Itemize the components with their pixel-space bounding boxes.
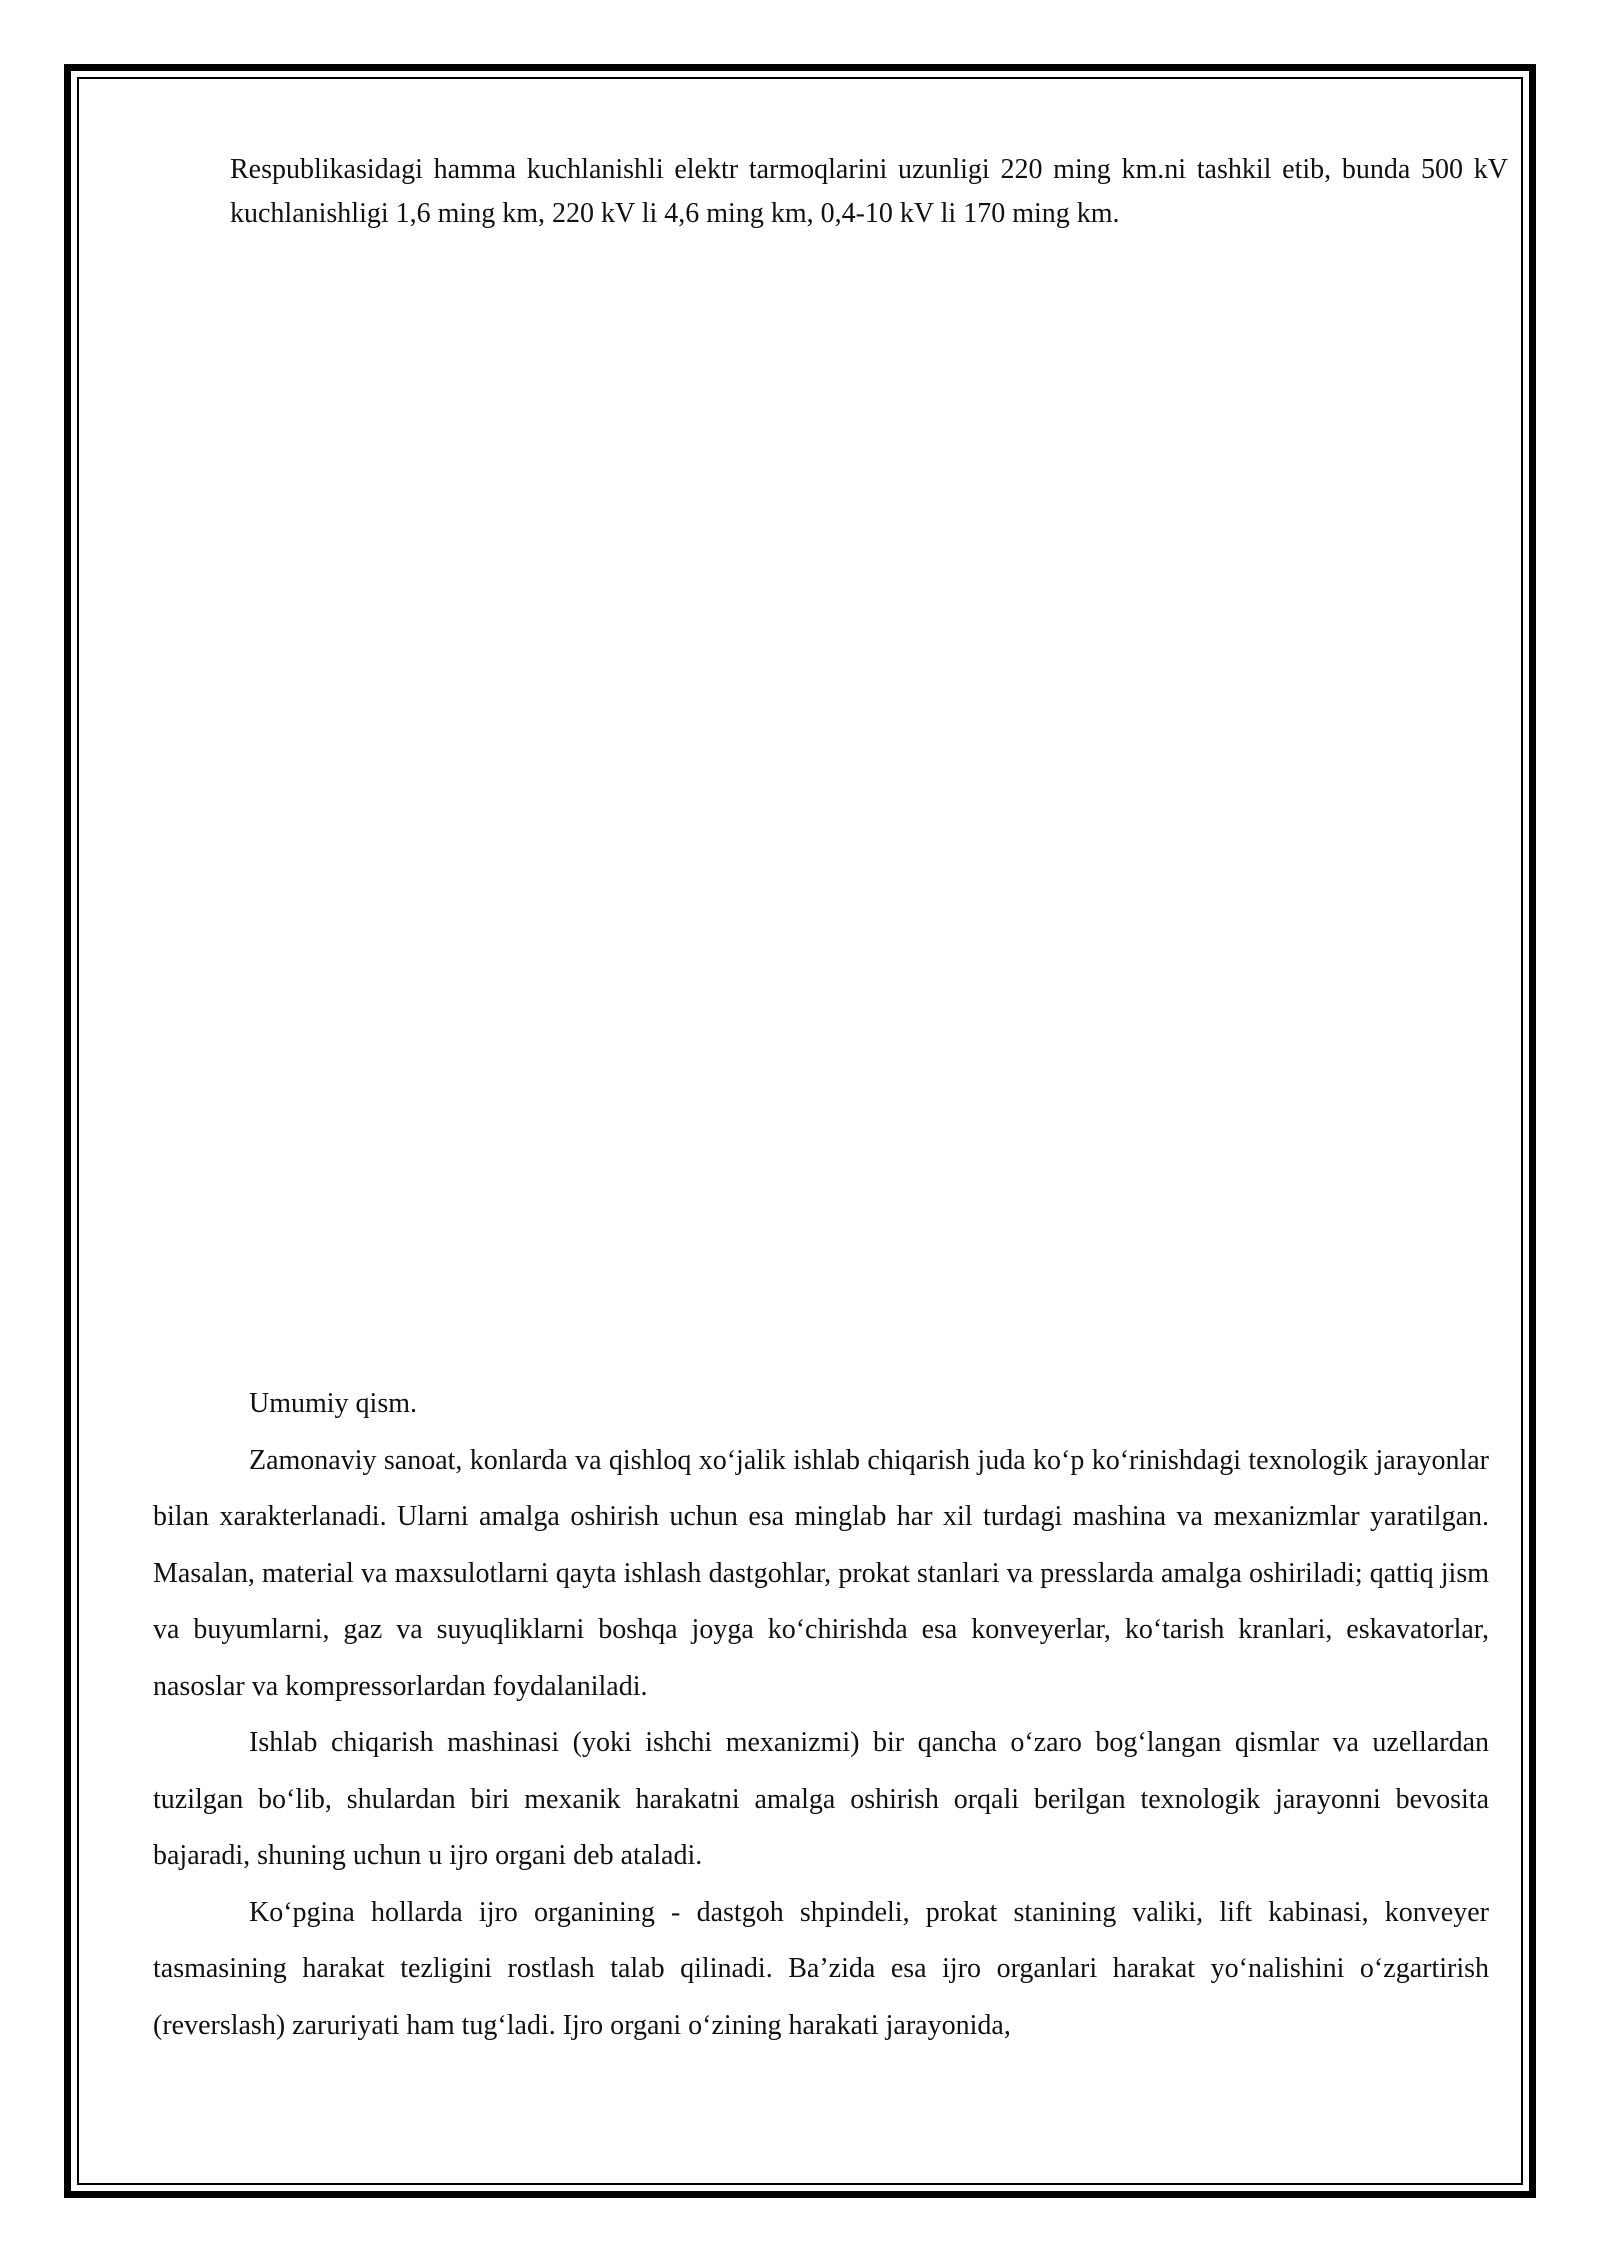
intro-paragraph: Respublikasidagi hamma kuchlanishli elektr tarmoqlarini uzunligi 220 ming km.ni tashkil etib, bunda 500 kV kuchlanishligi 1,6 ming km, 220 kV li 4,6 ming km, 0,4-10 kV li 170 ming km. — [230, 154, 1508, 229]
paragraph-1: Zamonaviy sanoat, konlarda va qishloq xo‘jalik ishlab chiqarish juda ko‘p ko‘rinishdagi texnologik jarayonlar bilan xarakterlanadi. Ularni amalga oshirish uchun esa minglab har xil turdagi mashina va mexanizmlar yaratilgan. Masalan, material va maxsulotlarni qayta ishlash dastgohlar, prokat stanlari va presslarda amalga oshiriladi; qattiq jism va buyumlarni, gaz va suyuqliklarni boshqa joyga ko‘chirishda esa konveyerlar, ko‘tarish kranlari, eskavatorlar, nasoslar va kompressorlardan foydalaniladi. — [153, 1444, 1489, 1702]
main-text — [153, 1376, 1489, 2054]
paragraph-2: Ishlab chiqarish mashinasi (yoki ishchi mexanizmi) bir qancha o‘zaro bog‘langan qismlar va uzellardan tuzilgan bo‘lib, shulardan biri mexanik harakatni amalga oshirish orqali berilgan texnologik jarayonni bevosita bajaradi, shuning uchun u ijro organi deb ataladi. — [153, 1727, 1489, 1871]
section-heading: Umumiy qism. — [249, 1388, 418, 1419]
paragraph-3: Ko‘pgina hollarda ijro organining - dastgoh shpindeli, prokat stanining valiki, lift kabinasi, konveyer tasmasining harakat tezligini rostlash talab qilinadi. Ba’zida esa ijro organlari harakat yo‘nalishini o‘zgartirish (reverslash) zaruriyati ham tug‘ladi. Ijro organi o‘zining harakati jarayonida, — [153, 1896, 1489, 2041]
